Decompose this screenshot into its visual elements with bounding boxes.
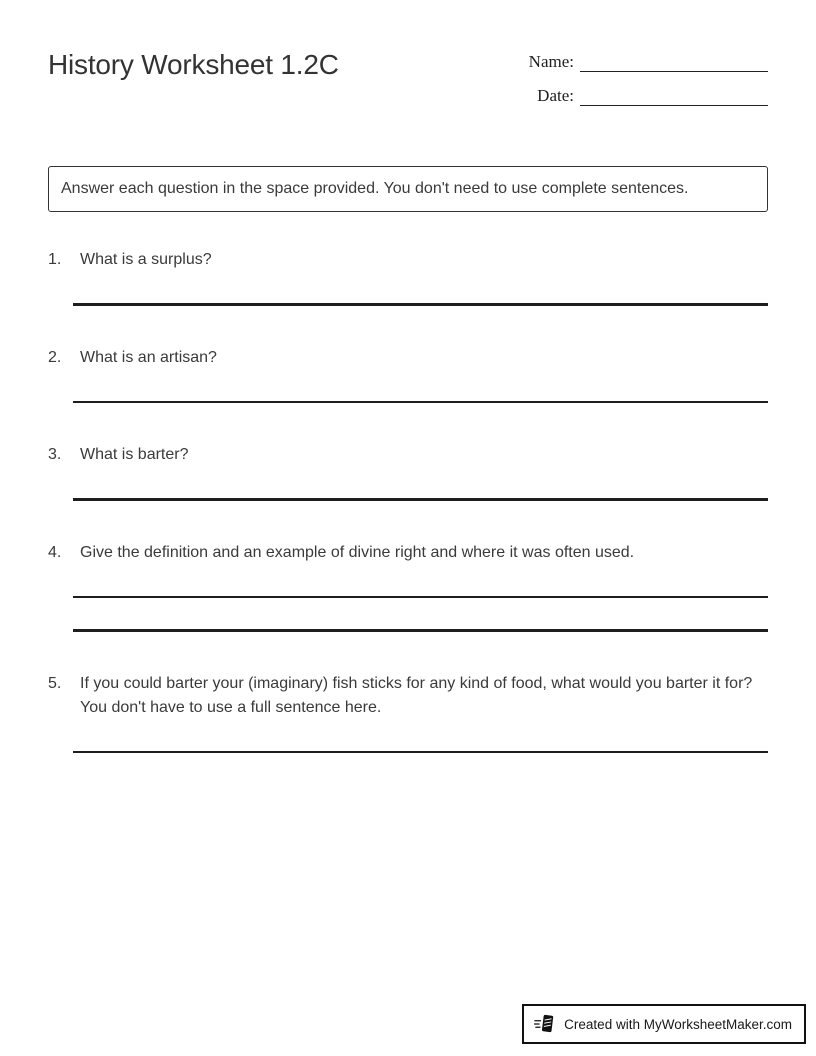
question-3-number: 3. [48, 446, 62, 463]
question-5 [48, 672, 768, 754]
question-4-text: Give the definition and an example of divine right and where it was often used. [80, 543, 635, 561]
answer-line [73, 596, 768, 599]
question-2-row [48, 346, 768, 370]
question-4-row [48, 541, 768, 565]
question-3 [48, 443, 768, 501]
page-title: History Worksheet 1.2C [48, 49, 339, 80]
question-4 [48, 541, 768, 632]
header [48, 48, 768, 106]
question-3-text: What is barter? [80, 446, 189, 463]
answer-line [73, 498, 768, 501]
date-blank-line [580, 84, 768, 106]
page-content [48, 0, 768, 753]
instructions-box [48, 166, 768, 212]
question-1 [48, 248, 768, 306]
name-label: Name: [528, 51, 574, 71]
question-5-number: 5. [48, 674, 62, 692]
instructions-text: Answer each question in the space provided. You don't need to use complete sentences. [61, 180, 689, 197]
question-list [48, 248, 768, 753]
question-1-text: What is a surplus? [80, 251, 212, 268]
question-5-text: If you could barter your (imaginary) fish sticks for any kind of food, what would you barter it for? You don't have to use a full sentence here. [80, 674, 753, 716]
question-5-row [48, 672, 768, 720]
answer-line [73, 401, 768, 404]
date-field-row [518, 84, 768, 106]
question-2-text: What is an artisan? [80, 348, 217, 366]
flying-worksheet-icon [534, 1013, 556, 1035]
name-field-row [518, 50, 768, 72]
date-label: Date: [537, 85, 574, 105]
answer-line [73, 629, 768, 632]
question-1-row [48, 248, 768, 272]
question-1-number: 1. [48, 251, 62, 268]
name-date-fields [518, 48, 768, 106]
name-blank-line [580, 50, 768, 72]
question-3-row [48, 443, 768, 467]
question-2-number: 2. [48, 348, 62, 366]
question-4-number: 4. [48, 543, 62, 561]
answer-line [73, 751, 768, 754]
answer-line [73, 303, 768, 306]
credit-text: Created with MyWorksheetMaker.com [564, 1016, 792, 1032]
credit-badge [522, 1004, 806, 1044]
question-2 [48, 346, 768, 404]
